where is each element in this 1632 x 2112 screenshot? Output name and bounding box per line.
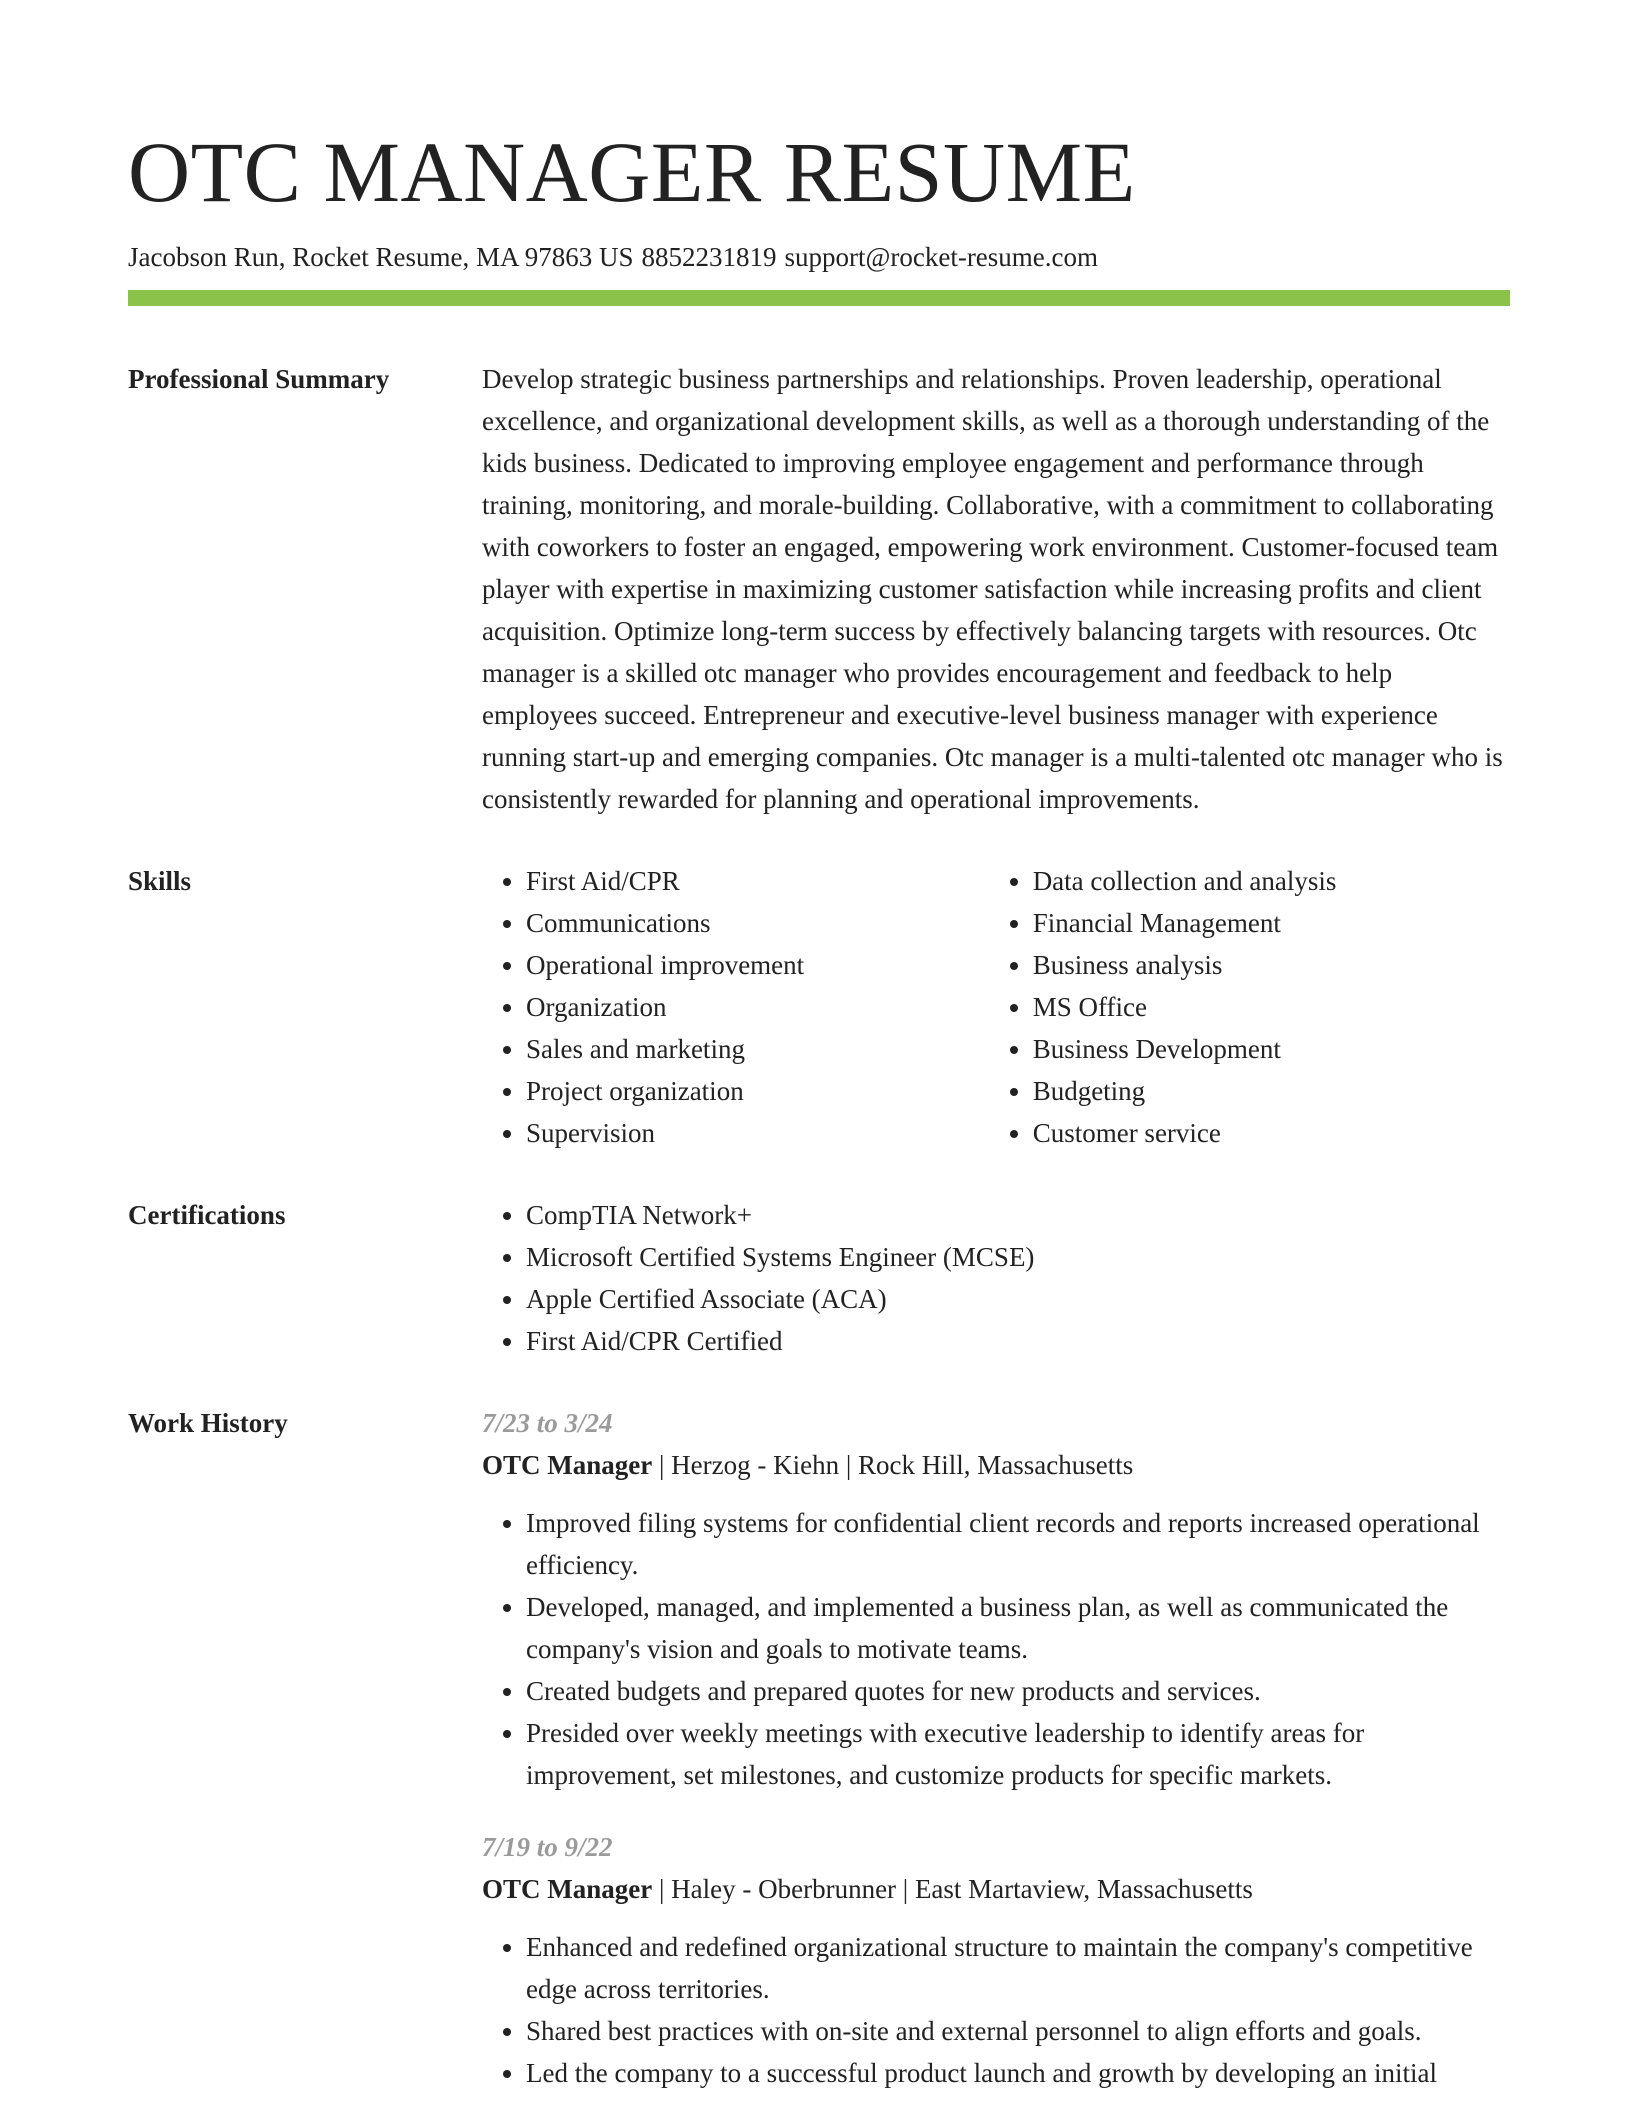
job-bullet: • Led the company to a successful product launch and growth by developing an initial	[526, 2052, 1510, 2094]
job-bullet: • Enhanced and redefined organizational structure to maintain the company's competitive edge across territories.	[526, 1926, 1510, 2010]
job-dates: 7/19 to 9/22	[482, 1832, 613, 1862]
certification-item: • CompTIA Network+	[526, 1194, 1510, 1236]
skill-item: • Organization	[526, 986, 989, 1028]
resume-page	[128, 0, 1510, 2094]
skill-item: • Operational improvement	[526, 944, 989, 986]
section-title-work-history: Work History	[128, 1408, 288, 1438]
skill-item: • Business analysis	[1033, 944, 1510, 986]
work-history-section	[128, 1402, 1510, 2094]
skill-item: • MS Office	[1033, 986, 1510, 1028]
job-bullet: • Shared best practices with on-site and external personnel to align efforts and goals.	[526, 2010, 1510, 2052]
job-title: OTC Manager	[482, 1874, 653, 1904]
resume-title: OTC MANAGER RESUME	[128, 124, 1136, 220]
section-title-summary: Professional Summary	[128, 364, 390, 394]
section-title-certifications: Certifications	[128, 1200, 286, 1230]
skill-item: • Sales and marketing	[526, 1028, 989, 1070]
job-entry	[482, 1402, 1510, 1796]
job-bullet: • Developed, managed, and implemented a business plan, as well as communicated the company's vision and goals to motivate teams.	[526, 1586, 1510, 1670]
certifications-body	[482, 1194, 1510, 1362]
skills-list-right	[989, 860, 1510, 1154]
job-header	[482, 1444, 1510, 1486]
certification-item: • Apple Certified Associate (ACA)	[526, 1278, 1510, 1320]
contact-phone: 8852231819	[641, 242, 777, 272]
job-company-location: | Haley - Oberbrunner | East Martaview, Massachusetts	[652, 1874, 1253, 1904]
job-bullet: • Created budgets and prepared quotes for new products and services.	[526, 1670, 1510, 1712]
certification-item: • Microsoft Certified Systems Engineer (MCSE)	[526, 1236, 1510, 1278]
job-bullets	[482, 1502, 1510, 1796]
work-history-body	[482, 1402, 1510, 2094]
skills-body	[482, 860, 1510, 1154]
skill-item: • Business Development	[1033, 1028, 1510, 1070]
job-header	[482, 1868, 1510, 1910]
contact-line	[128, 240, 1510, 274]
job-title: OTC Manager	[482, 1450, 653, 1480]
job-company-location: | Herzog - Kiehn | Rock Hill, Massachusetts	[652, 1450, 1134, 1480]
summary-text: Develop strategic business partnerships and relationships. Proven leadership, operational excellence, and organizational development skills, as well as a thorough understanding of the kids business. Dedicated to improving employee engagement and performance through training, monitoring, and morale-building. Collaborative, with a commitment to collaborating with coworkers to foster an engaged, empowering work environment. Customer-focused team player with expertise in maximizing customer satisfaction while increasing profits and client acquisition. Optimize long-term success by effectively balancing targets with resources. Otc manager is a skilled otc manager who provides encouragement and feedback to help employees succeed. Entrepreneur and executive-level business manager with experience running start-up and emerging companies. Otc manager is a multi-talented otc manager who is consistently rewarded for planning and operational improvements.	[482, 364, 1503, 814]
summary-body	[482, 358, 1510, 820]
skill-item: • Project organization	[526, 1070, 989, 1112]
contact-email: support@rocket-resume.com	[784, 242, 1099, 272]
job-dates: 7/23 to 3/24	[482, 1408, 613, 1438]
skill-item: • Customer service	[1033, 1112, 1510, 1154]
summary-section	[128, 358, 1510, 820]
job-entry	[482, 1826, 1510, 2094]
job-bullet: • Improved filing systems for confidential client records and reports increased operational efficiency.	[526, 1502, 1510, 1586]
skills-section	[128, 860, 1510, 1154]
skill-item: • Communications	[526, 902, 989, 944]
certifications-section	[128, 1194, 1510, 1362]
certifications-list	[482, 1194, 1510, 1362]
skill-item: • First Aid/CPR	[526, 860, 989, 902]
job-bullets	[482, 1926, 1510, 2094]
skill-item: • Budgeting	[1033, 1070, 1510, 1112]
job-bullet: • Presided over weekly meetings with executive leadership to identify areas for improvement, set milestones, and customize products for specific markets.	[526, 1712, 1510, 1796]
header-divider	[128, 290, 1510, 306]
certification-item: • First Aid/CPR Certified	[526, 1320, 1510, 1362]
contact-address: Jacobson Run, Rocket Resume, MA 97863 US	[128, 242, 634, 272]
skills-list-left	[482, 860, 989, 1154]
skill-item: • Supervision	[526, 1112, 989, 1154]
skill-item: • Financial Management	[1033, 902, 1510, 944]
section-title-skills: Skills	[128, 866, 192, 896]
skill-item: • Data collection and analysis	[1033, 860, 1510, 902]
